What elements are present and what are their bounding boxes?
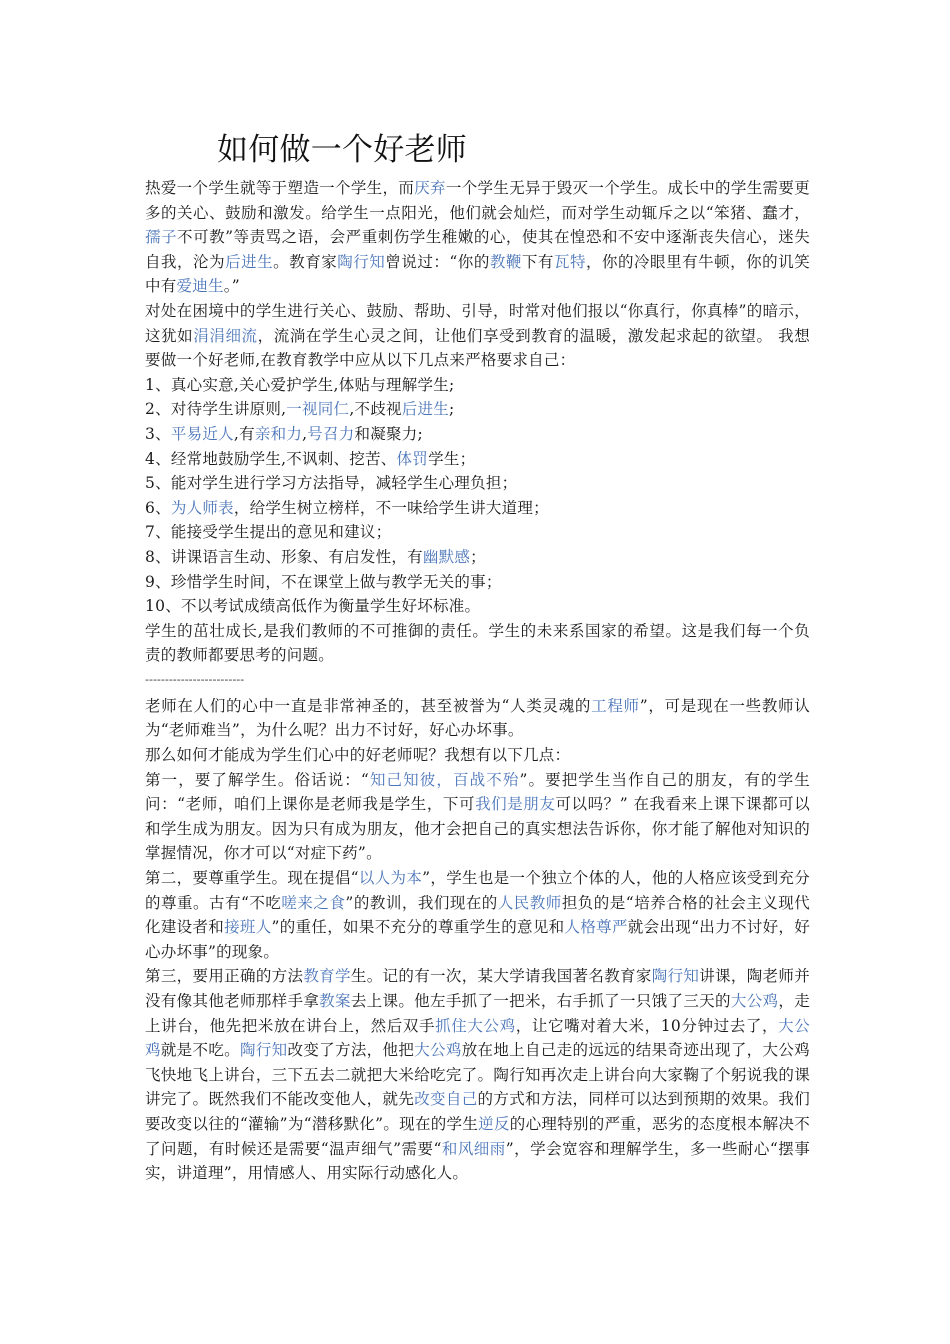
text-run: ，走上讲台，他先把米放在讲台上，然后双手 — [145, 992, 810, 1035]
text-run: ,不歧视 — [349, 400, 402, 419]
text-run: 和凝聚力; — [354, 424, 424, 443]
intro-section — [145, 176, 810, 373]
text-run: 学生的茁壮成长,是我们教师的不可推御的责任。学生的未来系国家的希望。这是我们每一个负责的教师都要思考的问题。 — [145, 621, 810, 665]
section-divider: ------------------------- — [145, 672, 245, 686]
text-run: 曾说过：“你的 — [385, 252, 490, 271]
text-run: 改变了方法，他把 — [287, 1041, 415, 1060]
hyperlink[interactable]: 瓦特 — [553, 252, 586, 271]
paragraph — [145, 743, 810, 768]
list-item — [145, 594, 810, 619]
paragraph — [145, 768, 810, 866]
closing-section — [145, 619, 810, 668]
hyperlink[interactable]: 后进生 — [225, 252, 274, 271]
text-run: 1、真心实意,关心爱护学生,体贴与理解学生; — [145, 375, 455, 394]
text-run: 学生； — [428, 449, 476, 468]
text-run: 10、不以考试成绩高低作为衡量学生好坏标准。 — [145, 597, 481, 616]
text-run: 对处在困境中的学生进行关心、鼓励、帮助、引导，时常对他们报以“你真行，你真棒”的暗示，这犹如 — [145, 301, 810, 345]
hyperlink[interactable]: 改变自己 — [414, 1090, 478, 1109]
text-run: 的方式和方法，同样可以达到预期的效果。我们要改变以往的“灌输”为“潜移默化”。现在的学生 — [145, 1090, 810, 1133]
hyperlink[interactable]: 人格尊严 — [564, 918, 628, 937]
hyperlink[interactable]: 后进生 — [401, 400, 450, 419]
list-item — [145, 471, 810, 496]
hyperlink[interactable]: 大公鸡 — [730, 992, 779, 1010]
paragraph — [145, 176, 810, 299]
text-run: ，让它嘴对着大米，10分钟过去了， — [515, 1016, 779, 1035]
text-run: ,有 — [233, 424, 255, 443]
list-item — [145, 397, 810, 422]
text-run: 就会出现“出力不讨好，好心办坏事”的现象。 — [145, 918, 810, 961]
text-run: 第一，要了解学生。俗话说：“ — [145, 770, 370, 789]
hyperlink[interactable]: 亲和力 — [254, 424, 303, 443]
text-run: 担负的是“培养合格的社会主义现代化建设者和 — [145, 893, 810, 937]
text-run: 生。记的有一次，某大学请我国著名教育家 — [350, 967, 652, 986]
text-run: 下有 — [521, 252, 554, 271]
text-run: 一个学生无异于毁灭一个学生。成长中的学生需要更多的关心、鼓励和激发。给学生一点阳光，他们就会灿烂，而对学生动辄斥之以“笨猪、蠢才， — [145, 179, 810, 222]
text-run: 7、能接受学生提出的意见和建议； — [145, 523, 392, 542]
text-run: 可以吗？” 在我看来上课下课都可以和学生成为朋友。因为只有成为朋友，他才会把自己的真实想法告诉你，你才能了解他对知识的掌握情况，你才可以“对症下药”。 — [145, 795, 810, 863]
text-run: 。” — [223, 277, 240, 296]
hyperlink[interactable]: 知己知彼，百战不殆 — [369, 770, 520, 789]
paragraph — [145, 866, 810, 964]
requirements-list — [145, 373, 810, 619]
text-run: ”。要把学生当作自己的朋友，有的学生问：“老师，咱们上课你是老师我是学生，下可 — [145, 770, 810, 814]
text-run: 3、 — [145, 424, 171, 443]
text-run: 去上课。他左手抓了一把米，右手抓了一只饿了三天的 — [350, 992, 731, 1010]
hyperlink[interactable]: 厌弃 — [414, 179, 446, 197]
list-item — [145, 520, 810, 545]
second-essay-section — [145, 694, 810, 1186]
text-run: 6、 — [145, 498, 171, 517]
text-run: 2、对待学生讲原则, — [145, 400, 287, 419]
list-item — [145, 447, 810, 472]
document-title: 如何做一个好老师 — [217, 132, 467, 168]
hyperlink[interactable]: 大公鸡 — [145, 1016, 810, 1060]
text-run: ，你的冷眼里有牛顿，你的讥笑中有 — [145, 252, 810, 296]
text-run: 热爱一个学生就等于塑造一个学生，而 — [145, 179, 415, 197]
text-run: ”的重任，如果不充分的尊重学生的意见和 — [271, 918, 565, 937]
text-run: 老师在人们的心中一直是非常神圣的，甚至被誉为“人类灵魂的 — [145, 696, 592, 715]
list-item — [145, 373, 810, 398]
text-run: 那么如何才能成为学生们心中的好老师呢？我想有以下几点： — [145, 746, 571, 765]
text-run: 9、珍惜学生时间，不在课堂上做与教学无关的事； — [145, 572, 502, 591]
text-run: 第二，要尊重学生。现在提倡“ — [145, 869, 359, 888]
text-run: 5、能对学生进行学习方法指导，减轻学生心理负担； — [145, 474, 518, 493]
text-run: 4、经常地鼓励学生,不讽刺、挖苦、 — [145, 449, 397, 468]
hyperlink[interactable]: 爱迪生 — [176, 277, 224, 296]
hyperlink[interactable]: 体罚 — [396, 449, 429, 468]
paragraph — [145, 299, 810, 373]
hyperlink[interactable]: 一视同仁 — [286, 400, 350, 419]
hyperlink[interactable]: 抓住大公鸡 — [435, 1016, 516, 1035]
text-run: ”，可是现在一些教师认为“老师难当”，为什么呢？出力不讨好，好心办坏事。 — [145, 696, 810, 740]
text-run: 。教育家 — [273, 252, 338, 271]
text-run: 就是不吃。 — [160, 1041, 241, 1060]
text-run: 放在地上自己走的远远的结果奇迹出现了，大公鸡飞快地飞上讲台，三下五去二就把大米给吃完了。陶行知再次走上讲台向大家鞠了个躬说我的课讲完了。既然我们不能改变他人，就先 — [145, 1041, 810, 1109]
text-run: ”，学会宽容和理解学生，多一些耐心“摆事实，讲道理”，用情感人、用实际行动感化人。 — [145, 1139, 810, 1183]
text-run: ”，学生也是一个独立个体的人，他的人格应该受到充分的尊重。古有“不吃 — [145, 869, 810, 912]
text-run: 不可教”等责骂之语，会严重刺伤学生稚嫩的心，使其在惶恐和不安中逐渐丧失信心，迷失自我，沦为 — [145, 228, 810, 271]
list-item — [145, 496, 810, 521]
text-run: 第三，要用正确的方法 — [145, 967, 304, 986]
text-run: 8、讲课语言生动、形象、有启发性，有 — [145, 547, 423, 566]
document-page — [145, 128, 810, 1186]
list-item — [145, 422, 810, 447]
hyperlink[interactable]: 平易近人 — [170, 424, 234, 443]
text-run: , — [302, 424, 308, 443]
paragraph — [145, 619, 810, 668]
hyperlink[interactable]: 涓涓细流 — [193, 326, 258, 345]
hyperlink[interactable]: 孺子 — [145, 228, 178, 247]
text-run: 讲课，陶老师并没有像其他老师那样手拿 — [145, 967, 810, 1010]
hyperlink[interactable]: 人民教师 — [497, 893, 562, 912]
hyperlink[interactable]: 幽默感 — [422, 547, 471, 566]
text-run: ； — [470, 547, 486, 566]
hyperlink[interactable]: 逆反 — [478, 1114, 510, 1133]
text-run: ，流淌在学生心灵之间，让他们享受到教育的温暖，激发起求起的欲望。 我想要做一个好老师,在教育教学中应从以下几点来严格要求自己： — [145, 326, 810, 370]
paragraph — [145, 964, 810, 1185]
hyperlink[interactable]: 和风细雨 — [441, 1139, 506, 1158]
hyperlink[interactable]: 教鞭 — [489, 252, 522, 271]
hyperlink[interactable]: 我们是朋友 — [475, 795, 556, 814]
hyperlink[interactable]: 教育学 — [303, 967, 351, 986]
hyperlink[interactable]: 接班人 — [224, 918, 272, 937]
hyperlink[interactable]: 陶行知 — [651, 967, 700, 986]
hyperlink[interactable]: 陶行知 — [240, 1041, 288, 1060]
text-run: ”的教训，我们现在的 — [345, 893, 498, 912]
hyperlink[interactable]: 工程师 — [591, 696, 640, 715]
hyperlink[interactable]: 嗟来之食 — [281, 893, 346, 912]
list-item — [145, 545, 810, 570]
hyperlink[interactable]: 号召力 — [307, 424, 355, 443]
hyperlink[interactable]: 大公鸡 — [414, 1041, 462, 1060]
hyperlink[interactable]: 教案 — [319, 992, 351, 1010]
text-run: 的心理特别的严重，恶劣的态度根本解决不了问题，有时候还是需要“温声细气”需要“ — [145, 1114, 810, 1158]
text-run: ; — [449, 400, 455, 419]
hyperlink[interactable]: 陶行知 — [337, 252, 386, 271]
text-run: ，给学生树立榜样，不一味给学生讲大道理； — [233, 498, 549, 517]
paragraph — [145, 694, 810, 743]
list-item — [145, 570, 810, 595]
hyperlink[interactable]: 以人为本 — [358, 869, 423, 888]
hyperlink[interactable]: 为人师表 — [170, 498, 234, 517]
